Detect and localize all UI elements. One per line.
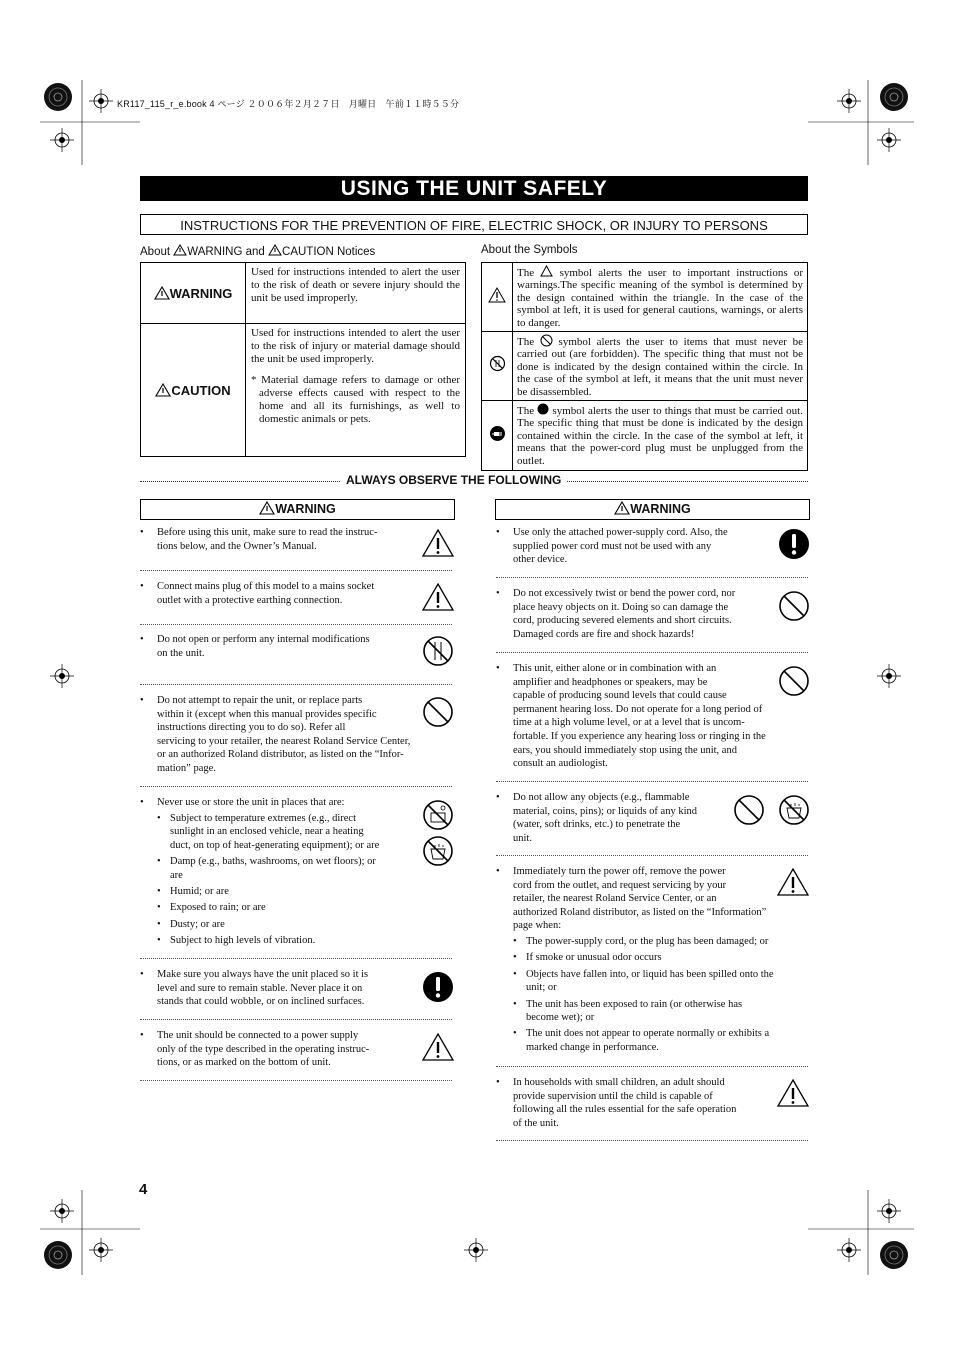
no-water-icon [422, 835, 454, 872]
text-line: Humid; or are [170, 886, 229, 897]
text-line: Damp (e.g., baths, washrooms, on wet floors); or [170, 856, 376, 868]
bullet: • [140, 797, 144, 808]
text-line: following all the rules essential for the safe operation [513, 1104, 737, 1116]
text-line: Dusty; or are [170, 918, 225, 930]
symbols-heading: About the Symbols [481, 244, 578, 256]
prohibited-icon [778, 665, 810, 702]
dotted-separator [496, 1066, 808, 1067]
text-line: marked change in performance. [526, 1041, 659, 1053]
text-line: time at a high volume level, or at a level that is uncom- [513, 717, 745, 729]
text-line: on the unit. [157, 647, 205, 659]
text-line: duct, on top of heat-generating equipment); or are [170, 839, 380, 851]
warning-subitem-text [170, 934, 315, 948]
bullet: • [513, 952, 517, 964]
symbol-cell [482, 332, 513, 401]
prohibited-outline-icon [540, 334, 553, 347]
text-line: The unit does not appear to operate normally or exhibits a [526, 1028, 770, 1040]
dotted-separator [140, 786, 452, 787]
warning-item-text [513, 662, 766, 771]
warning-subitem-text [170, 855, 376, 882]
text-line: Do not allow any objects (e.g., flammable [513, 792, 690, 803]
text-line: Exposed to rain; or are [170, 902, 266, 914]
warning-item-text [157, 580, 374, 607]
symbols-table [481, 262, 808, 471]
text-line: The unit should be connected to a power supply [157, 1030, 359, 1041]
bullet: • [140, 634, 144, 645]
prohibited-icon [778, 590, 810, 627]
warning-item-text [513, 865, 766, 933]
warning-item-text [513, 791, 697, 845]
always-observe-row [140, 472, 808, 488]
text-line: cord from the outlet, and request servicing by your [513, 879, 727, 891]
text-line: or an authorized Roland distributor, as listed on the “Infor- [157, 749, 404, 761]
warning-triangle-icon [259, 501, 275, 515]
text-line: Subject to temperature extremes (e.g., direct [170, 812, 357, 824]
bullet: • [513, 1028, 517, 1040]
bullet: • [496, 866, 500, 877]
caution-text: Used for instructions intended to alert the user to the risk of injury or material damage should the unit be used improperly. [251, 327, 460, 365]
dotted-separator [496, 781, 808, 782]
dotted-separator [496, 577, 808, 578]
text-line: outlet with a protective earthing connection. [157, 594, 343, 606]
warning-item-text [157, 968, 368, 1009]
prohibited-disassemble-icon [489, 355, 506, 372]
warning-triangle-icon [614, 501, 630, 515]
text-line: place heavy objects on it. Doing so can damage the [513, 601, 729, 613]
warning-triangle-icon [154, 286, 170, 300]
bullet: • [157, 856, 161, 868]
text-line: consult an audiologist. [513, 758, 608, 770]
triangle-alert-icon [421, 582, 455, 617]
warning-subitem-text [170, 812, 379, 853]
caution-triangle-icon [268, 244, 282, 256]
text-line: authorized Roland distributor, as listed on the “Information” [513, 906, 767, 918]
bullet: • [513, 968, 517, 980]
text-line: amplifier and headphones or speakers, may be [513, 676, 708, 688]
bullet: • [140, 581, 144, 592]
prohibited-icon [733, 794, 765, 831]
warning-subitem-text [170, 901, 266, 915]
text-line: This unit, either alone or in combination with an [513, 663, 717, 674]
warning-subitem-text [170, 918, 225, 932]
dotted-separator [140, 1019, 452, 1020]
bullet: • [496, 588, 500, 599]
bullet: • [140, 1030, 144, 1041]
warning-triangle-icon [173, 244, 187, 256]
text-line: stands that could wobble, or on inclined surfaces. [157, 996, 365, 1008]
warning-item-text [513, 526, 728, 567]
bullet: • [157, 918, 161, 930]
symbol-cell [482, 263, 513, 332]
mandatory-icon [422, 971, 454, 1008]
bullet: • [157, 902, 161, 914]
text-line: tions below, and the Owner’s Manual. [157, 540, 317, 552]
bullet: • [513, 998, 517, 1010]
filled-circle-icon [537, 403, 549, 415]
unplug-icon [489, 425, 506, 442]
dotted-separator [140, 684, 452, 685]
text-line: other device. [513, 554, 568, 566]
symbol-description: The symbol alerts the user to things that must be carried out. The specific thing that must be done is indicated by the design contained within the circle. In the case of the symbol at left, it means that the power-cord plug must be unplugged from the outlet. [513, 401, 808, 471]
text-line: within it (except when this manual provides specific [157, 708, 377, 720]
bullet: • [140, 527, 144, 538]
symbol-description: The symbol alerts the user to items that must never be carried out (are forbidden). The specific thing that must not be done is indicated by the design contained within the circle. In the case of the symbol at left, it means that the unit must never be disassembled. [513, 332, 808, 401]
triangle-alert-icon [488, 287, 506, 303]
bullet: • [496, 1077, 500, 1088]
bullet: • [496, 527, 500, 538]
text-line: If smoke or unusual odor occurs [526, 952, 662, 964]
text-line: Make sure you always have the unit placed so it is [157, 969, 369, 980]
warning-description: Used for instructions intended to alert the user to the risk of death or severe injury should the unit be used improperly. [246, 263, 466, 324]
warning-subitem-text [526, 1027, 769, 1054]
text-line: (water, soft drinks, etc.) to penetrate the [513, 819, 681, 831]
text-line: unit. [513, 832, 532, 844]
warning-item-text [157, 633, 370, 660]
text-line: servicing to your retailer, the nearest Roland Service Center, [157, 735, 411, 747]
triangle-outline-icon [540, 265, 553, 277]
caution-label-cell: CAUTION [141, 324, 246, 457]
text-line: Do not open or perform any internal modifications [157, 634, 370, 645]
text-line: The unit has been exposed to rain (or otherwise has [526, 998, 743, 1010]
dotted-separator [496, 652, 808, 653]
file-stamp: KR117_115_r_e.book 4 ページ ２００６年２月２７日 月曜日 午前１１時５５分 [117, 99, 460, 109]
text-line: supplied power cord must not be used with any [513, 540, 712, 552]
text-line: cord, producing severed elements and short circuits. [513, 615, 732, 627]
text-line: The power-supply cord, or the plug has been damaged; or [526, 936, 769, 947]
warning-item-text [513, 587, 735, 641]
text-line: Use only the attached power-supply cord. Also, the [513, 527, 728, 538]
text-line: become wet); or [526, 1012, 595, 1024]
warning-item-text [157, 694, 410, 776]
symbol-cell [482, 401, 513, 471]
warning-item-text [157, 796, 344, 810]
dotted-separator [496, 855, 808, 856]
bullet: • [140, 969, 144, 980]
text-line: sunlight in an enclosed vehicle, near a heating [170, 826, 364, 838]
page-number: 4 [139, 1181, 148, 1198]
text-line: retailer, the nearest Roland Service Center, or an [513, 893, 717, 905]
text-line: Never use or store the unit in places that are: [157, 797, 345, 808]
text-line: Do not attempt to repair the unit, or replace parts [157, 695, 363, 706]
text-line: Immediately turn the power off, remove the power [513, 866, 726, 877]
triangle-alert-icon [776, 867, 810, 902]
subtitle: INSTRUCTIONS FOR THE PREVENTION OF FIRE, ELECTRIC SHOCK, OR INJURY TO PERSONS [140, 214, 808, 235]
text-line: Objects have fallen into, or liquid has been spilled onto the [526, 968, 774, 980]
warning-subitem-text [526, 935, 768, 949]
dotted-separator [140, 570, 452, 571]
text-line: Damaged cords are fire and shock hazards! [513, 628, 695, 640]
left-warning-heading: WARNING [140, 499, 455, 520]
text-line: page when: [513, 920, 562, 932]
text-line: mation” page. [157, 762, 216, 774]
bullet: • [140, 695, 144, 706]
no-sun-icon [422, 799, 454, 836]
no-water-icon [778, 794, 810, 831]
caution-description [246, 324, 466, 457]
prohibited-icon [422, 696, 454, 733]
warning-label-cell: WARNING [141, 263, 246, 324]
symbol-description: The symbol alerts the user to important instructions or warnings.The specific meaning of the symbol is determined by the design contained within the triangle. In the case of the symbol at left, it is used for general cautions, warnings, or alerts to danger. [513, 263, 808, 332]
triangle-alert-icon [421, 1032, 455, 1067]
bullet: • [496, 792, 500, 803]
text-line: unit; or [526, 982, 557, 994]
text-line: only of the type described in the operating instruc- [157, 1043, 370, 1055]
text-line: are [170, 869, 183, 881]
text-line: material, coins, pins); or liquids of any kind [513, 805, 698, 817]
mandatory-icon [778, 528, 810, 565]
bullet: • [496, 663, 500, 674]
text-line: Connect mains plug of this model to a mains socket [157, 581, 375, 592]
text-line: of the unit. [513, 1117, 559, 1129]
bullet: • [157, 934, 161, 946]
bullet: • [513, 936, 517, 947]
dotted-separator [140, 1080, 452, 1081]
text-line: provide supervision until the child is capable of [513, 1090, 713, 1102]
text-line: instructions directing you to do so). Refer all [157, 722, 346, 734]
bullet: • [157, 812, 161, 824]
warning-subitem-text [526, 968, 774, 995]
warning-item-text [513, 1076, 736, 1130]
text-line: permanent hearing loss. Do not operate for a long period of [513, 703, 763, 715]
caution-note: * Material damage refers to damage or other adverse effects caused with respect to the home and all its furnishings, as well to domestic animals or pets. [251, 374, 460, 425]
warning-subitem-text [526, 951, 662, 965]
triangle-alert-icon [776, 1078, 810, 1113]
text-line: fortable. If you experience any hearing loss or ringing in the [513, 730, 766, 742]
text-line: level and sure to remain stable. Never place it on [157, 982, 363, 994]
triangle-alert-icon [421, 528, 455, 563]
text-line: Subject to high levels of vibration. [170, 934, 316, 946]
text-line: Do not excessively twist or bend the power cord, nor [513, 588, 736, 599]
text-line: In households with small children, an adult should [513, 1077, 725, 1088]
bullet: • [157, 886, 161, 897]
warning-item-text [157, 526, 377, 553]
no-disassemble-icon [422, 635, 454, 672]
warning-item-text [157, 1029, 369, 1070]
page-title: USING THE UNIT SAFELY [140, 176, 808, 201]
warning-subitem-text [526, 998, 742, 1025]
dotted-separator [140, 958, 452, 959]
always-observe-heading: ALWAYS OBSERVE THE FOLLOWING [340, 473, 567, 487]
notices-table [140, 262, 466, 457]
dotted-separator [140, 624, 452, 625]
text-line: tions, or as marked on the bottom of unit. [157, 1057, 331, 1069]
right-warning-heading: WARNING [495, 499, 810, 520]
text-line: Before using this unit, make sure to read the instruc- [157, 527, 378, 538]
notices-heading: About WARNING and CAUTION Notices [140, 246, 376, 258]
text-line: capable of producing sound levels that could cause [513, 690, 727, 702]
text-line: ears, you should immediately stop using the unit, and [513, 744, 737, 756]
dotted-separator [496, 1140, 808, 1141]
warning-subitem-text [170, 885, 229, 899]
caution-triangle-icon [155, 383, 171, 397]
